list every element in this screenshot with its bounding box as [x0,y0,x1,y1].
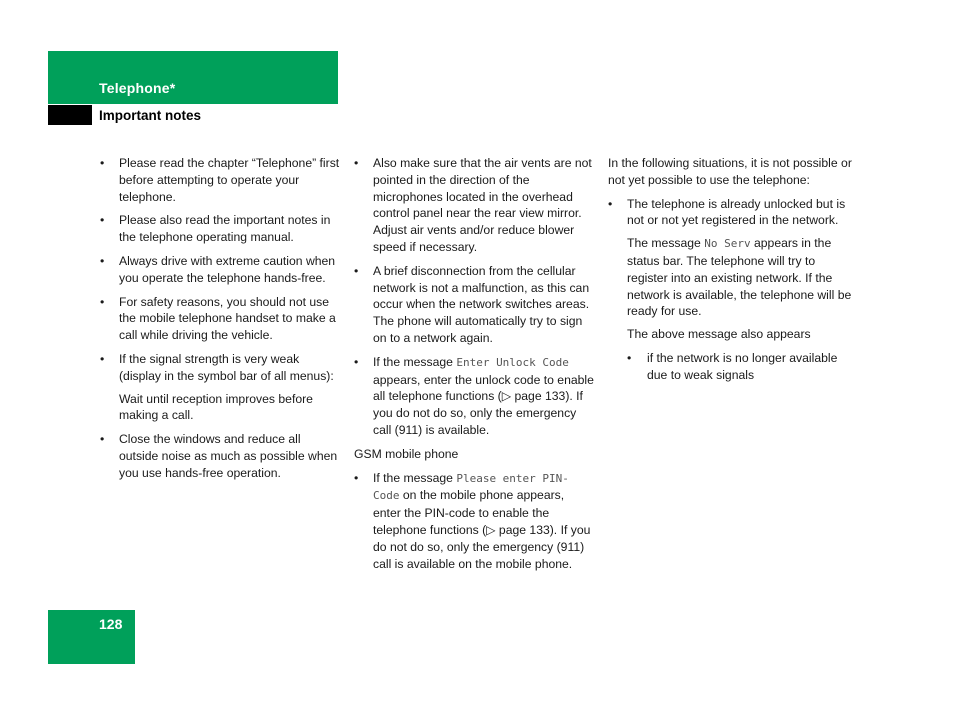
page-number: 128 [99,616,123,632]
list-item: • Close the windows and reduce all outside noise as much as possible when you use hands-free operation. [100,432,338,480]
column-3 [608,155,853,384]
page-reference-arrow-icon: ▷ [501,389,512,404]
chapter-title: Telephone* [99,80,176,96]
sub-bullet-list [608,350,853,384]
list-item: • Please also read the important notes in the telephone operating manual. [100,213,331,245]
follow-paragraph: The above message also appears [627,327,811,342]
section-marker [48,105,92,125]
bullet-icon: • [100,432,105,447]
bullet-list [100,431,340,481]
bullet-icon: • [100,351,105,366]
bullet-list [354,155,594,439]
bullet-list [354,470,594,573]
bullet-list [608,196,853,230]
display-message: No Serv [704,237,751,251]
list-item: • If the signal strength is very weak (display in the symbol bar of all menus): [100,351,334,383]
bullet-icon: • [354,263,359,278]
bullet-icon: • [627,350,632,365]
page-reference-arrow-icon: ▷ [486,522,496,537]
list-item: • A brief disconnection from the cellular network is not a malfunction, as this can occur when the network switches areas. The phone will automatically try to sign on to a network again. [354,263,590,345]
bullet-icon: • [354,156,359,170]
bullet-icon: • [608,196,613,211]
list-item: • Always drive with extreme caution when you operate the telephone hands-free. [100,253,336,285]
bullet-icon: • [100,156,105,170]
list-item: • Also make sure that the air vents are not pointed in the direction of the microphones located in the overhead control panel near the rear view mirror. Adjust air vents and/or reduce blower speed if necessary. [354,156,592,254]
bullet-list [100,155,340,385]
header-band [48,51,338,104]
bullet-icon: • [354,470,359,485]
column-1 [100,155,340,489]
display-message: Please enter PIN-Code [373,471,569,503]
list-item: • The telephone is already unlocked but is not or not yet registered in the network. [608,196,846,228]
list-item: • If the message Enter Unlock Code appears, enter the unlock code to enable all telephone functions (▷ page 133). If you do not do so, only the emergency call (911) is available. [354,354,594,437]
subheading: GSM mobile phone [354,446,459,461]
list-item: • For safety reasons, you should not use the mobile telephone handset to make a call while driving the vehicle. [100,294,336,343]
list-item: • If the message Please enter PIN-Code on the mobile phone appears, enter the PIN-code to enable the telephone functions (▷ page 133). If you do not do so, only the emergency (911) call is available on the mobile phone. [354,470,591,571]
list-item: • if the network is no longer available due to weak signals [627,350,838,382]
intro-paragraph: In the following situations, it is not possible or not yet possible to use the telephone: [608,156,852,187]
list-item: • Please read the chapter “Telephone” first before attempting to operate your telephone. [100,156,340,204]
display-message: Enter Unlock Code [456,355,569,369]
follow-paragraph: Wait until reception improves before making a call. [119,391,313,423]
bullet-icon: • [100,213,105,228]
bullet-icon: • [100,253,105,268]
bullet-icon: • [100,294,105,309]
column-2 [354,155,594,579]
section-title: Important notes [99,108,202,123]
follow-paragraph: The message No Serv appears in the status bar. The telephone will try to register into an existing network. If the network is available, the telephone will be ready for use. [627,236,852,319]
bullet-icon: • [354,354,359,369]
